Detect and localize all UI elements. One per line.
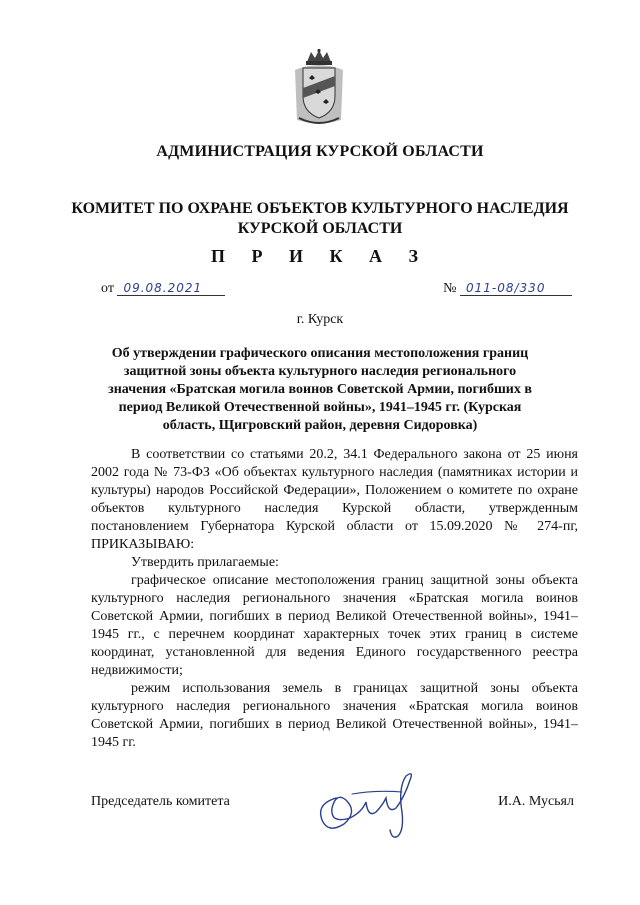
paragraph-graphic-description: графическое описание местоположения границ защитной зоны объекта культурного наследия регионального значения «Братская могила воинов Советской Армии, погибших в период Великой Отечественной войны», 1941–1945 гг., с перечнем координат характерных точек этих границ в системе координат, установленной для ведения Единого государственного реестра недвижимости; <box>91 573 578 678</box>
coat-of-arms-icon <box>291 48 347 126</box>
date-prefix: от <box>101 281 114 296</box>
signatory-name: И.А. Мусьял <box>498 794 574 809</box>
paragraph-legal-basis: В соответствии со статьями 20.2, 34.1 Федерального закона от 25 июня 2002 года № 73-ФЗ «Об объектах культурного наследия (памятниках истории и культуры) народов Российской Федерации», Положением о комитете по охране объектов культурного наследия Курской области, утвержденным постановлением Губернатора Курской области от 15.09.2020 № 274-пг, ПРИКАЗЫВАЮ: <box>91 447 578 552</box>
handwritten-signature-icon <box>306 768 436 840</box>
order-subject: Об утверждении графического описания местоположения границ защитной зоны объекта культурного наследия регионального значения «Братская могила воинов Советской Армии, погибших в период Великой Отечественной войны», 1941–1945 гг. (Курская область, Щигровский район, деревня Сидоровка) <box>108 346 532 433</box>
paragraph-land-use-regime: режим использования земель в границах защитной зоны объекта культурного наследия регионального значения «Братская могила воинов Советской Армии, погибших в период Великой Отечественной войны», 1941–1945 гг. <box>91 681 578 750</box>
order-body <box>91 446 578 752</box>
administration-title: АДМИНИСТРАЦИЯ КУРСКОЙ ОБЛАСТИ <box>156 143 484 160</box>
signatory-position: Председатель комитета <box>91 794 230 809</box>
number-prefix: № <box>443 281 457 296</box>
number-line <box>443 281 572 297</box>
number-value: 011-08/330 <box>460 281 572 296</box>
date-line <box>101 281 225 297</box>
date-value: 09.08.2021 <box>117 281 225 296</box>
city-label: г. Курск <box>296 312 344 327</box>
committee-title: КОМИТЕТ ПО ОХРАНЕ ОБЪЕКТОВ КУЛЬТУРНОГО НАСЛЕДИЯ КУРСКОЙ ОБЛАСТИ <box>71 200 569 237</box>
paragraph-approve: Утвердить прилагаемые: <box>131 555 279 570</box>
document-type-title: П Р И К А З <box>210 246 430 266</box>
